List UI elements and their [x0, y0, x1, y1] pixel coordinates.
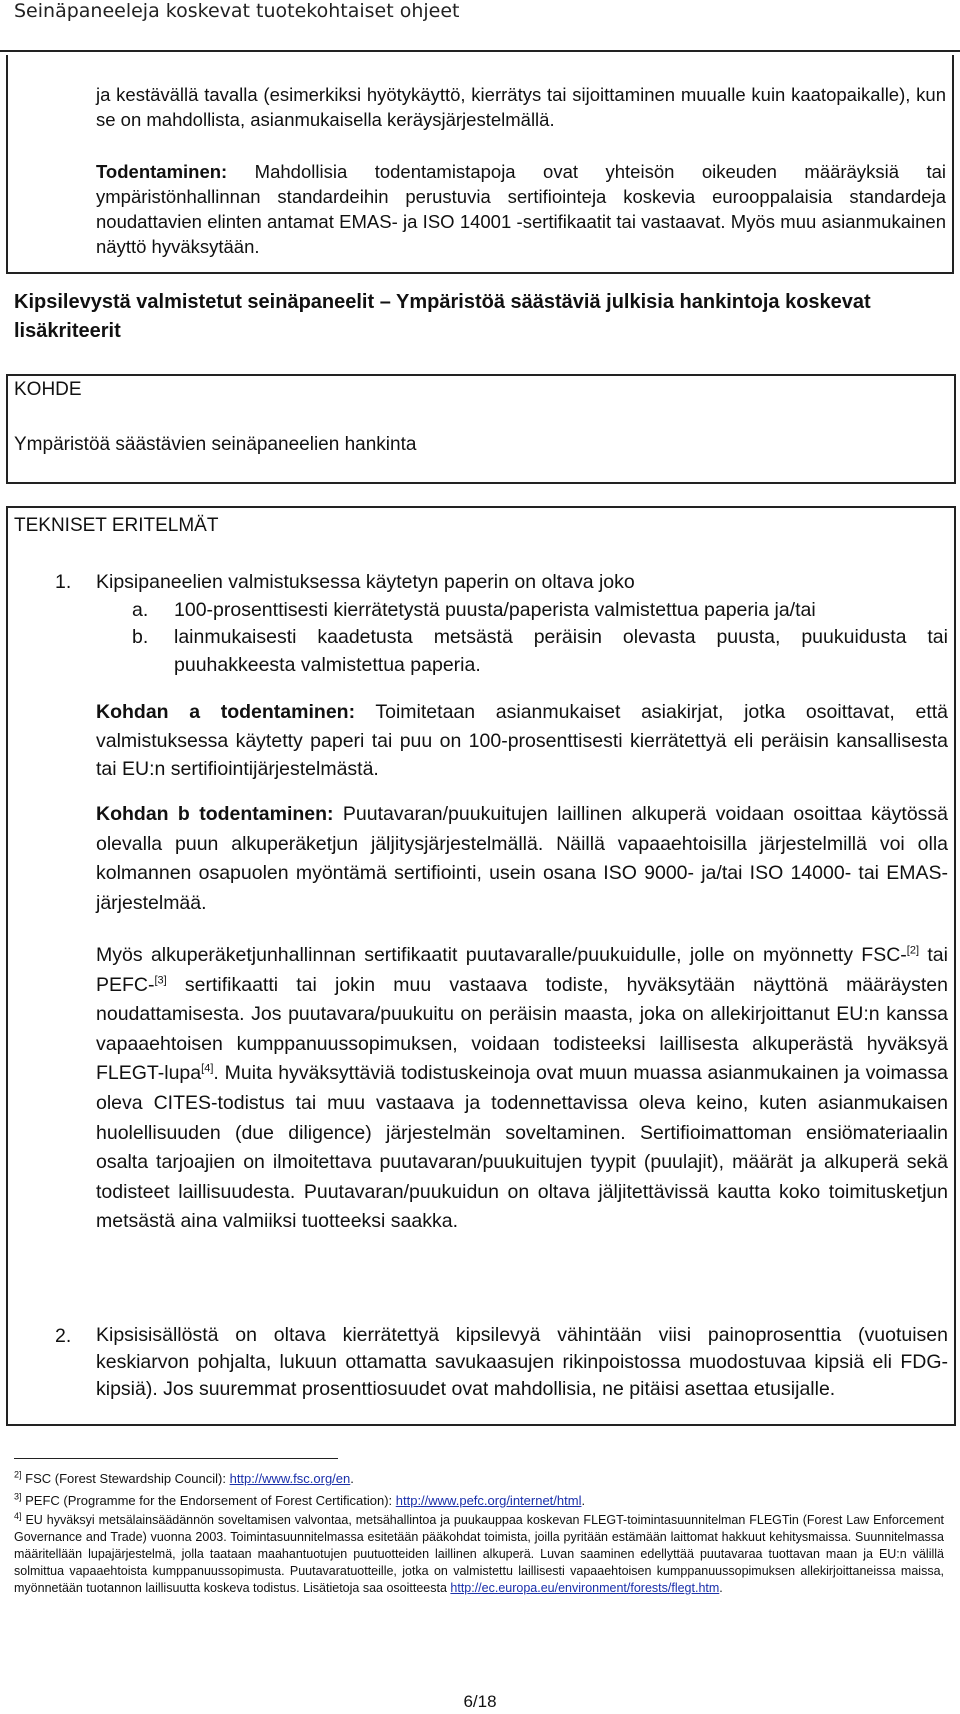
item-1a-text: 100-prosenttisesti kierrätetystä puusta/paperista valmistettua paperia ja/tai [174, 599, 816, 621]
footnote-4-text: EU hyväksyi metsälainsäädännön soveltamisen valvontaa, metsähallintoa ja puukauppaa koskevan FLEGT-toimintasuunnitelman FLEGTin (Forest Law Enforcement Governance and Trade) vuonna 2003. Toimintasuunnitelmassa esitetään pääkohdat toimista, joilla pyritään estämään laittomat hakkuut kehitysmaissa. Suunnitelmassa määritellään lupajärjestelmä, jolla taataan maahantuotujen puutuotteiden laillinen alkuperä. Luvan saaminen edellyttää puutavaraa tuottavan maan ja EU:n välillä solmittua vapaaehtoista kumppanuussopimusta. Puutavaratuotteille, jotka on valmistettu laillisesti vapaaehtoisen kumppanuussopimuksen allekirjoittaneissa maissa, myönnetään tuotannon laillisuutta koskeva todistus. Lisätietoja saa osoitteesta [14, 1513, 944, 1595]
verification-label: Todentaminen: [96, 161, 228, 182]
footnote-4 [14, 1512, 944, 1597]
criterion-verification [96, 159, 946, 259]
footnote-3-mark: 3] [14, 1491, 22, 1502]
coc-text-2: tai PEFC- [96, 944, 948, 996]
verification-b [96, 800, 948, 918]
item-1b-label: b. [132, 626, 149, 648]
footnote-2 [14, 1470, 944, 1487]
verification-text: Mahdollisia todentamistapoja ovat yhteisön oikeuden määräyksiä tai ympäristönhallinnan standardeihin perustuvia sertifiointeja koskevia eurooppalaisia standardeja noudattavien elinten antamat EMAS- ja ISO 14001 -sertifikaatit tai vastaavat. Myös muu asianmukainen näyttö hyväksytään. [96, 161, 946, 257]
tekniset-label: TEKNISET ERITELMÄT [14, 515, 219, 536]
footnote-ref-4[interactable]: [4] [201, 1062, 214, 1075]
section-title: Kipsilevystä valmistetut seinäpaneelit – Ympäristöä säästäviä julkisia hankintoja koskevat lisäkriteerit [14, 291, 871, 342]
footnote-4-end: . [719, 1581, 723, 1595]
verification-a-text: Toimitetaan asianmukaiset asiakirjat, jotka osoittavat, että valmistuksessa käytetty paperi tai puu on 100-prosenttisesti kierrätettyä eli peräisin kansallisesta tai EU:n sertifiointijärjestelmästä. [96, 701, 948, 780]
item-1-text: Kipsipaneelien valmistuksessa käytetyn paperin on oltava joko [96, 571, 635, 593]
criterion-intro-text: ja kestävällä tavalla (esimerkiksi hyötykäyttö, kierrätys tai sijoittaminen muualle kuin kaatopaikalle), kun se on mahdollista, asianmukaisella keräysjärjestelmällä. [96, 84, 946, 130]
footnote-ref-3[interactable]: [3] [154, 974, 167, 987]
fsc-link[interactable]: http://www.fsc.org/en [229, 1471, 351, 1486]
footnote-divider [14, 1458, 338, 1459]
verification-a [96, 698, 948, 784]
chain-of-custody-paragraph [96, 941, 948, 1237]
coc-text-1: Myös alkuperäketjunhallinnan sertifikaatit puutavaralle/puukuidulle, jolle on myönnetty FSC- [96, 944, 907, 966]
header-divider [0, 50, 960, 52]
item-1b-text: lainmukaisesti kaadetusta metsästä peräisin olevasta puusta, puukuidusta tai puuhakkeesta valmistettua paperia. [174, 626, 948, 676]
footnote-3-text: PEFC (Programme for the Endorsement of Forest Certification): [21, 1493, 396, 1508]
coc-text-4: . Muita hyväksyttäviä todistuskeinoja ovat muun muassa asianmukainen ja voimassa oleva CITES-todistus tai muu vastaava ja todennettavissa oleva keino, kuten asianmukaisen huolellisuuden (due diligence) järjestelmän soveltaminen. Sertifioimattoman ensiömateriaalin osalta tarjoajien on ilmoitettava puutavaran/puukuitujen tyypit (puulajit), määrät ja alkuperä sekä todisteet laillisuudesta. Puutavaran/puukuidun on oltava jäljitettävissä kautta koko toimitusketjun metsästä aina valmiiksi tuotteeksi saakka. [96, 1062, 948, 1233]
kohde-label: KOHDE [14, 379, 82, 400]
item-1-number: 1. [55, 571, 72, 593]
verification-a-label: Kohdan a todentaminen: [96, 701, 356, 723]
item-1a-label: a. [132, 599, 149, 621]
page-number: 6/18 [463, 1692, 497, 1711]
item-2-text: Kipsisisällöstä on oltava kierrätettyä kipsilevyä vähintään viisi painoprosenttia (vuotuisen keskiarvon pohjalta, lukuun ottamatta savukaasujen rikinpoistossa muodostuvaa kipsiä eli FDG-kipsiä). Jos suuremmat prosenttiosuudet ovat mahdollisia, ne pitäisi asettaa etusijalle. [96, 1324, 948, 1400]
item-2-number: 2. [55, 1325, 72, 1347]
pefc-link[interactable]: http://www.pefc.org/internet/html [395, 1493, 582, 1508]
verification-b-label: Kohdan b todentaminen: [96, 803, 334, 825]
footnote-3 [14, 1492, 944, 1509]
footnote-4-mark: 4] [14, 1510, 22, 1521]
footnote-ref-2[interactable]: [2] [906, 944, 920, 957]
footnote-2-text: FSC (Forest Stewardship Council): [21, 1471, 230, 1486]
flegt-link[interactable]: http://ec.europa.eu/environment/forests/flegt.htm [450, 1581, 720, 1595]
kohde-box [6, 374, 956, 484]
footnote-2-end: . [350, 1471, 354, 1486]
verification-b-text: Puutavaran/puukuitujen laillinen alkuperä voidaan osoittaa käytössä olevalla puun alkuperäketjun jäljitysjärjestelmällä. Näillä vapaaehtoisilla järjestelmillä voi olla kolmannen osapuolen myöntämä sertifiointi, usein osana ISO 9000- ja/tai ISO 14000- tai EMAS-järjestelmää. [96, 803, 949, 914]
footnote-3-end: . [581, 1493, 586, 1508]
kohde-text: Ympäristöä säästävien seinäpaneelien hankinta [14, 434, 417, 455]
coc-text-3: sertifikaatti tai jokin muu vastaava todiste, hyväksytään näyttönä määräysten noudattamisesta. Jos puutavara/puukuitu on peräisin maasta, joka on allekirjoittanut EU:n kanssa vapaaehtoisen kumppanuussopimuksen, voidaan todisteeksi laillisesta alkuperästä hyväksyä FLEGT-lupa [96, 973, 948, 1085]
running-header: Seinäpaneeleja koskevat tuotekohtaiset ohjeet [14, 0, 460, 22]
footnote-2-mark: 2] [14, 1469, 22, 1480]
